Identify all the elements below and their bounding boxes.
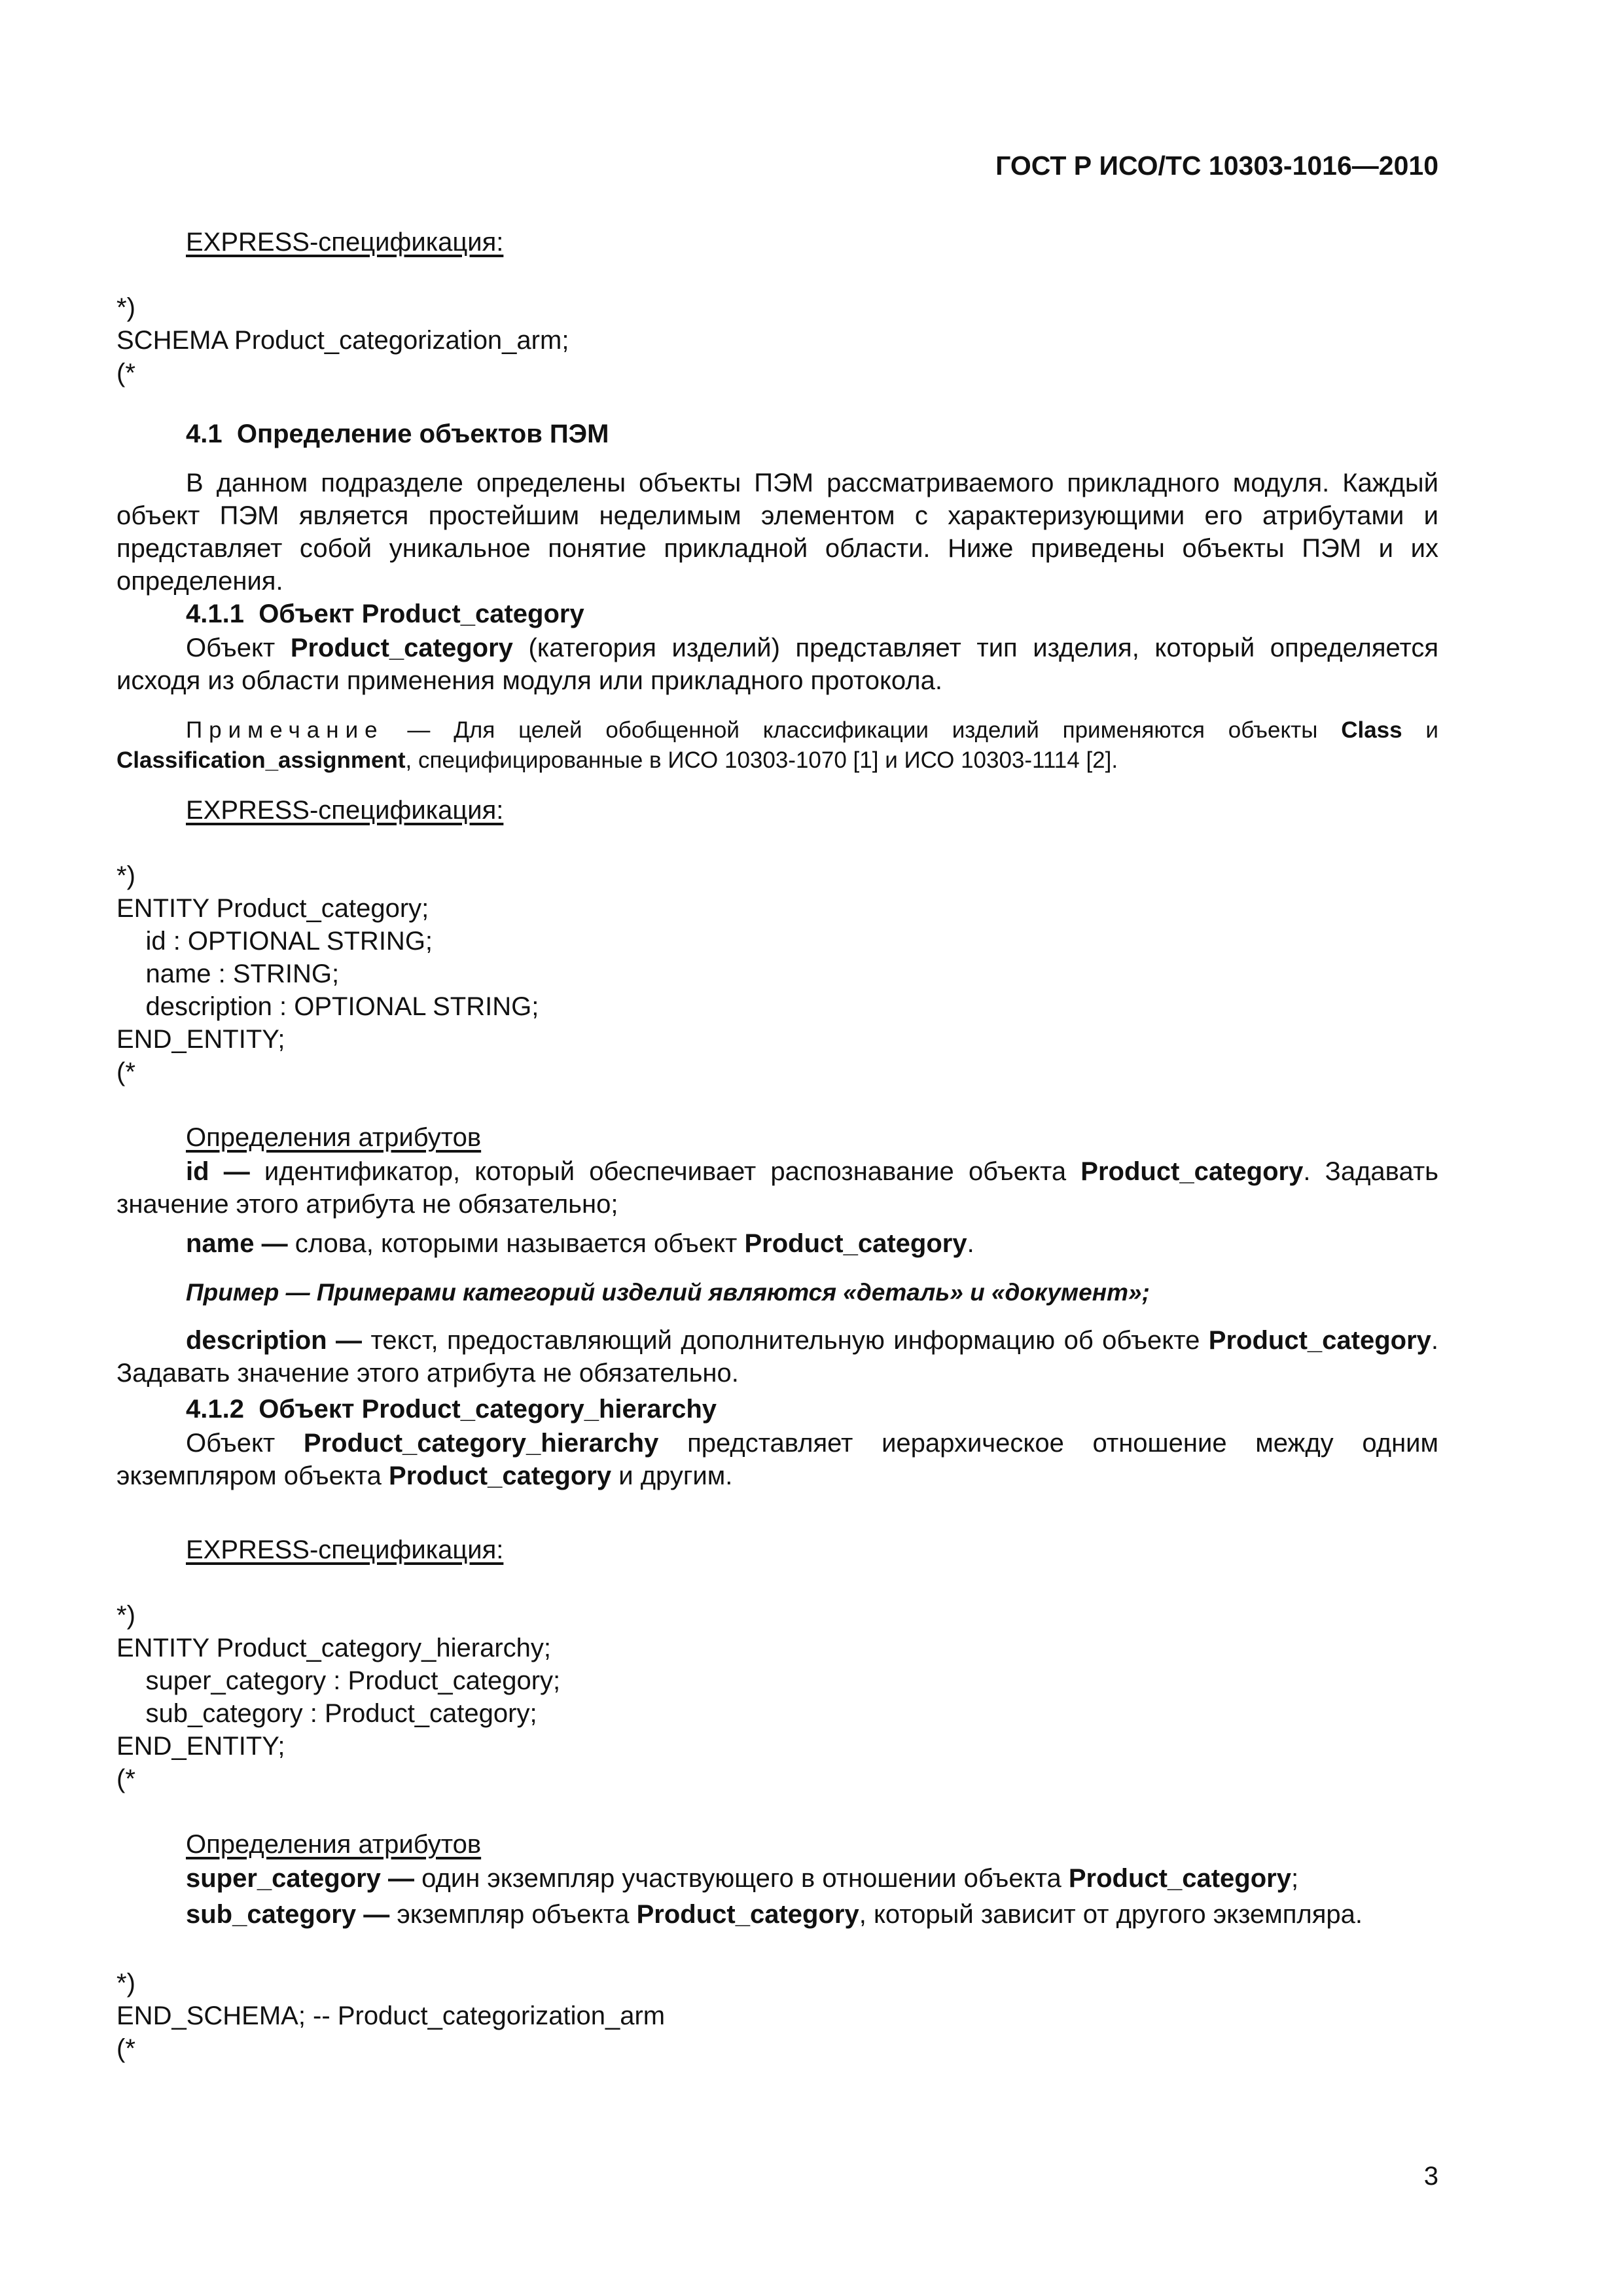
- page-number: 3: [1423, 2162, 1438, 2191]
- express-label: EXPRESS-спецификация:: [186, 796, 504, 825]
- code-line: SCHEMA Product_categorization_arm;: [116, 326, 569, 355]
- attr-defs-label: Определения атрибутов: [186, 1830, 482, 1859]
- schema-code: [116, 291, 1438, 389]
- code-line: END_ENTITY;: [116, 1025, 285, 1054]
- express-label: EXPRESS-спецификация:: [186, 228, 504, 257]
- entity-code: [116, 1599, 1438, 1795]
- code-line: super_category : Product_category;: [116, 1666, 561, 1695]
- attr-defs-label: Определения атрибутов: [186, 1123, 482, 1152]
- section-title: 4.1 Определение объектов ПЭМ: [186, 420, 609, 448]
- code-line: ENTITY Product_category;: [116, 894, 429, 923]
- note-label: Примечание: [186, 717, 384, 743]
- attr-name: name — слова, которыми называется объект Product_category.: [186, 1229, 974, 1258]
- note: Примечание — Для целей обобщенной классификации изделий применяются объекты Class и Classification_assignment, специфицированные в ИСО 10303-1070 [1] и ИСО 10303-1114 [2].: [116, 717, 1438, 773]
- example: Пример — Примерами категорий изделий являются «деталь» и «документ»;: [186, 1279, 1150, 1306]
- attr-description: description — текст, предоставляющий дополнительную информацию об объекте Product_category. Задавать значение этого атрибута не обязательно.: [116, 1326, 1439, 1388]
- document-header: ГОСТ Р ИСО/ТС 10303-1016—2010: [995, 151, 1438, 181]
- code-line: (*: [116, 2034, 135, 2063]
- subsection-title: 4.1.1 Объект Product_category: [186, 600, 584, 628]
- subsection-paragraph: Объект Product_category_hierarchy представляет иерархическое отношение между одним экземпляром объекта Product_category и другим.: [116, 1429, 1438, 1490]
- section-paragraph: В данном подразделе определены объекты ПЭМ рассматриваемого прикладного модуля. Каждый объект ПЭМ является простейшим неделимым элементом с характеризующими его атрибутами и представляет собой уникальное понятие прикладной области. Ниже приведены объекты ПЭМ и их определения.: [116, 469, 1438, 596]
- code-line: description : OPTIONAL STRING;: [116, 992, 539, 1021]
- code-line: *): [116, 1969, 135, 1998]
- express-label: EXPRESS-спецификация:: [186, 1535, 504, 1564]
- code-line: END_ENTITY;: [116, 1732, 285, 1761]
- code-line: END_SCHEMA; -- Product_categorization_arm: [116, 2001, 666, 2030]
- code-line: id : OPTIONAL STRING;: [116, 927, 433, 956]
- attr-super-category: super_category — один экземпляр участвующего в отношении объекта Product_category;: [186, 1864, 1299, 1893]
- attr-id: id — идентификатор, который обеспечивает распознавание объекта Product_category. Задавать значение этого атрибута не обязательно;: [116, 1157, 1438, 1219]
- entity-code: [116, 859, 1438, 1088]
- code-line: (*: [116, 1058, 135, 1086]
- code-line: (*: [116, 359, 135, 387]
- subsection-title: 4.1.2 Объект Product_category_hierarchy: [186, 1395, 717, 1424]
- attr-sub-category: sub_category — экземпляр объекта Product_category, который зависит от другого экземпляра.: [186, 1900, 1363, 1929]
- code-line: *): [116, 1601, 135, 1630]
- code-line: (*: [116, 1765, 135, 1793]
- code-line: ENTITY Product_category_hierarchy;: [116, 1634, 552, 1662]
- code-line: sub_category : Product_category;: [116, 1699, 537, 1728]
- code-line: *): [116, 293, 135, 322]
- code-line: name : STRING;: [116, 960, 340, 988]
- subsection-paragraph: Объект Product_category (категория изделий) представляет тип изделия, который определяется исходя из области применения модуля или прикладного протокола.: [116, 634, 1438, 695]
- end-schema-code: [116, 1967, 1438, 2065]
- code-line: *): [116, 861, 135, 890]
